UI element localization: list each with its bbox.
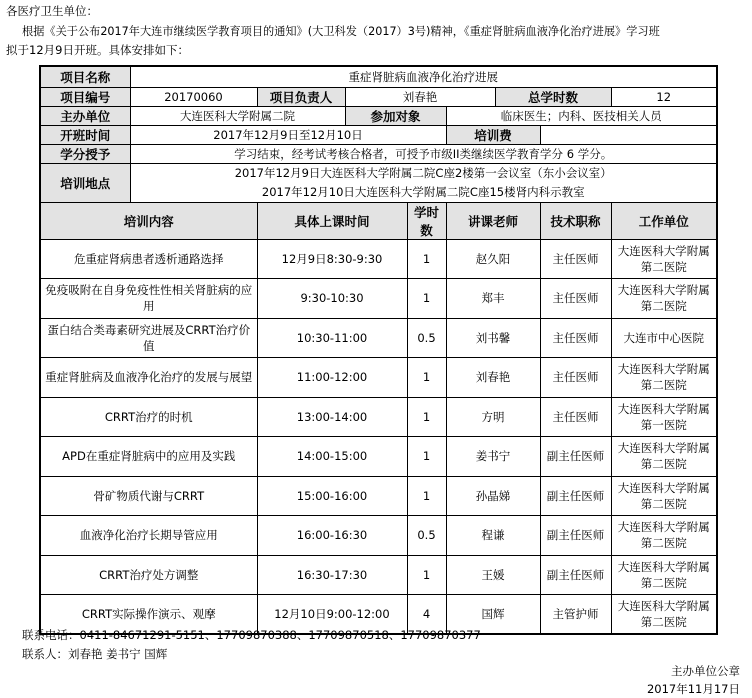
fee-label: 培训费 [446, 125, 540, 144]
cell-unit: 大连医科大学附属第二医院 [611, 595, 717, 635]
cell-content: 血液净化治疗长期导管应用 [40, 516, 257, 556]
project-no-value: 20170060 [130, 87, 257, 106]
cell-content: CRRT治疗处方调整 [40, 555, 257, 595]
cell-time: 15:00-16:00 [257, 476, 407, 516]
cell-unit: 大连医科大学附属第二医院 [611, 476, 717, 516]
intro-paragraph-line1: 根据《关于公布2017年大连市继续医学教育项目的通知》(大卫科发（2017）3号)精神，《重症肾脏病血液净化治疗进展》学习班 [22, 25, 660, 38]
row-credit [40, 144, 717, 163]
table-row [40, 476, 717, 516]
cell-title: 副主任医师 [540, 476, 611, 516]
cell-unit: 大连医科大学附属第二医院 [611, 555, 717, 595]
total-credits-value: 12 [611, 87, 717, 106]
cell-title: 主任医师 [540, 397, 611, 437]
credit-label: 学分授予 [40, 144, 130, 163]
table-row [40, 397, 717, 437]
cell-teacher: 国辉 [446, 595, 540, 635]
cell-title: 主任医师 [540, 358, 611, 398]
table-row [40, 437, 717, 477]
row-project-no [40, 87, 717, 106]
cell-teacher: 孙晶娣 [446, 476, 540, 516]
cell-title: 副主任医师 [540, 555, 611, 595]
row-project-name [40, 66, 717, 87]
cell-title: 主任医师 [540, 239, 611, 279]
cell-content: APD在重症肾脏病中的应用及实践 [40, 437, 257, 477]
leader-value: 刘春艳 [345, 87, 495, 106]
cell-hours: 1 [407, 358, 446, 398]
col-header-title: 技术职称 [540, 202, 611, 239]
leader-label: 项目负责人 [257, 87, 345, 106]
cell-hours: 0.5 [407, 318, 446, 358]
cell-teacher: 王媛 [446, 555, 540, 595]
row-location [40, 163, 717, 202]
schedule-header-row [40, 202, 717, 239]
cell-teacher: 程谦 [446, 516, 540, 556]
project-name-value: 重症肾脏病血液净化治疗进展 [130, 66, 717, 87]
cell-time: 10:30-11:00 [257, 318, 407, 358]
cell-content: 危重症肾病患者透析通路选择 [40, 239, 257, 279]
greeting: 各医疗卫生单位： [6, 4, 98, 18]
col-header-unit: 工作单位 [611, 202, 717, 239]
cell-time: 11:00-12:00 [257, 358, 407, 398]
col-header-time: 具体上课时间 [257, 202, 407, 239]
cell-unit: 大连医科大学附属第二医院 [611, 239, 717, 279]
issue-date: 2017年11月17日 [646, 682, 740, 696]
cell-unit: 大连医科大学附属第二医院 [611, 358, 717, 398]
cell-time: 13:00-14:00 [257, 397, 407, 437]
cell-hours: 1 [407, 476, 446, 516]
cell-hours: 4 [407, 595, 446, 635]
cell-hours: 1 [407, 397, 446, 437]
cell-unit: 大连医科大学附属第一医院 [611, 397, 717, 437]
col-header-content: 培训内容 [40, 202, 257, 239]
row-start [40, 125, 717, 144]
sponsor-seal-label: 主办单位公章 [671, 664, 740, 678]
cell-title: 副主任医师 [540, 437, 611, 477]
cell-teacher: 赵久阳 [446, 239, 540, 279]
table-row [40, 516, 717, 556]
contact-persons: 联系人：刘春艳 姜书宁 国辉 [22, 647, 168, 661]
table-row [40, 555, 717, 595]
cell-teacher: 郑丰 [446, 279, 540, 319]
location-label: 培训地点 [40, 163, 130, 202]
start-label: 开班时间 [40, 125, 130, 144]
cell-title: 主任医师 [540, 318, 611, 358]
cell-teacher: 刘春艳 [446, 358, 540, 398]
cell-hours: 1 [407, 555, 446, 595]
fee-value [540, 125, 717, 144]
project-no-label: 项目编号 [40, 87, 130, 106]
audience-value: 临床医生；内科、医技相关人员 [446, 106, 717, 125]
total-credits-label: 总学时数 [495, 87, 611, 106]
cell-title: 副主任医师 [540, 516, 611, 556]
cell-hours: 1 [407, 239, 446, 279]
credit-value: 学习结束，经考试考核合格者，可授予市级II类继续医学教育学分 6 学分。 [130, 144, 717, 163]
cell-content: 免疫吸附在自身免疫性性相关肾脏病的应用 [40, 279, 257, 319]
start-value: 2017年12月9日至12月10日 [130, 125, 446, 144]
cell-teacher: 姜书宁 [446, 437, 540, 477]
cell-teacher: 刘书馨 [446, 318, 540, 358]
cell-time: 12月10日9:00-12:00 [257, 595, 407, 635]
cell-time: 14:00-15:00 [257, 437, 407, 477]
col-header-hours: 学时数 [407, 202, 446, 239]
contact-phone: 联系电话：0411-84671291-5151、17709870388、17709870518、17709870377 [22, 628, 481, 642]
table-row [40, 279, 717, 319]
table-row [40, 318, 717, 358]
cell-content: 重症肾脏病及血液净化治疗的发展与展望 [40, 358, 257, 398]
course-info-table [39, 65, 718, 635]
cell-hours: 1 [407, 279, 446, 319]
cell-content: CRRT实际操作演示、观摩 [40, 595, 257, 635]
cell-unit: 大连市中心医院 [611, 318, 717, 358]
cell-time: 9:30-10:30 [257, 279, 407, 319]
cell-unit: 大连医科大学附属第二医院 [611, 516, 717, 556]
project-name-label: 项目名称 [40, 66, 130, 87]
cell-time: 16:30-17:30 [257, 555, 407, 595]
table-row [40, 239, 717, 279]
cell-content: 蛋白结合类毒素研究进展及CRRT治疗价值 [40, 318, 257, 358]
location-value [130, 163, 717, 202]
cell-content: 骨矿物质代谢与CRRT [40, 476, 257, 516]
audience-label: 参加对象 [345, 106, 446, 125]
cell-content: CRRT治疗的时机 [40, 397, 257, 437]
cell-time: 12月9日8:30-9:30 [257, 239, 407, 279]
table-row [40, 358, 717, 398]
cell-teacher: 方明 [446, 397, 540, 437]
location-line2: 2017年12月10日大连医科大学附属二院C座15楼肾内科示教室 [261, 184, 585, 199]
row-host [40, 106, 717, 125]
cell-hours: 1 [407, 437, 446, 477]
cell-time: 16:00-16:30 [257, 516, 407, 556]
host-label: 主办单位 [40, 106, 130, 125]
host-value: 大连医科大学附属二院 [130, 106, 345, 125]
cell-title: 主任医师 [540, 279, 611, 319]
cell-unit: 大连医科大学附属第二医院 [611, 437, 717, 477]
location-line1: 2017年12月9日大连医科大学附属二院C座2楼第一会议室（东小会议室） [234, 165, 612, 180]
cell-unit: 大连医科大学附属第二医院 [611, 279, 717, 319]
intro-paragraph-line2: 拟于12月9日开班。具体安排如下： [6, 43, 189, 57]
col-header-teacher: 讲课老师 [446, 202, 540, 239]
cell-title: 主管护师 [540, 595, 611, 635]
cell-hours: 0.5 [407, 516, 446, 556]
